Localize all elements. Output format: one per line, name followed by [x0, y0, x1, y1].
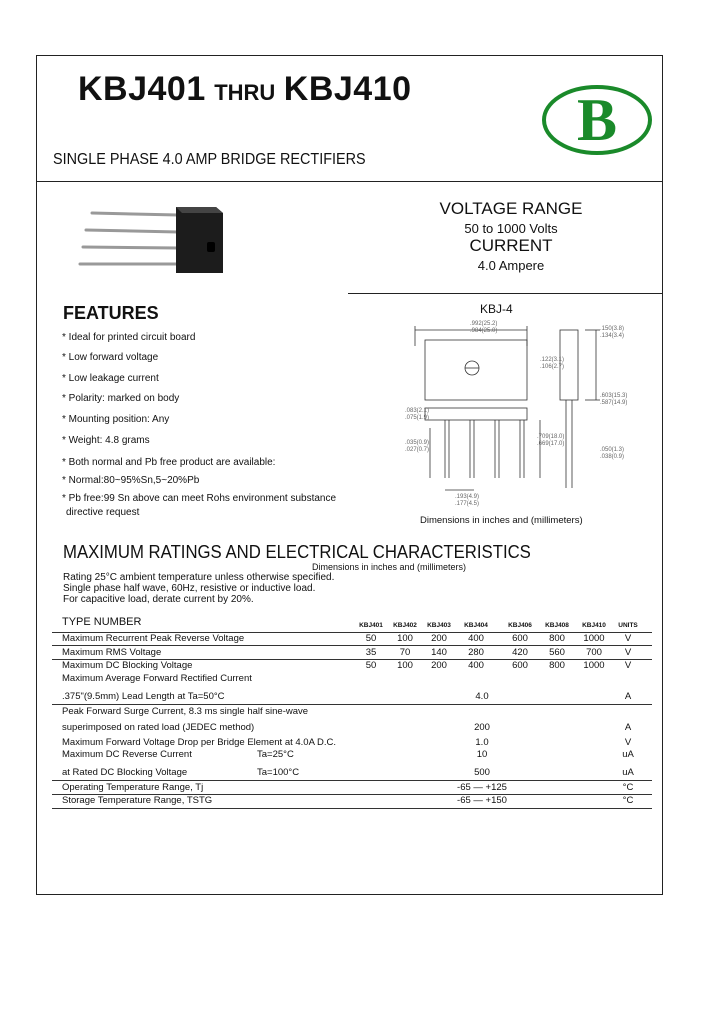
cell: 1000	[583, 660, 605, 671]
cell: 100	[397, 660, 413, 671]
unit-cell: V	[624, 737, 632, 748]
cell: 70	[399, 647, 411, 658]
page-subtitle: SINGLE PHASE 4.0 AMP BRIDGE RECTIFIERS	[53, 151, 366, 168]
row-divider	[52, 704, 652, 705]
dim-d6: .106(2.7)	[540, 364, 565, 370]
cell: 1.0	[475, 737, 489, 748]
column-header: KBJ401	[359, 622, 383, 629]
package-label: KBJ-4	[480, 302, 513, 316]
unit-cell: °C	[622, 795, 634, 806]
row-label: at Rated DC Blocking Voltage	[62, 767, 188, 778]
cell: 35	[365, 647, 377, 658]
row-label: Peak Forward Surge Current, 8.3 ms single half sine-wave	[62, 706, 309, 717]
column-header: KBJ402	[393, 622, 417, 629]
cell: 600	[512, 633, 528, 644]
row-label: Maximum RMS Voltage	[62, 647, 162, 658]
feature-item: * Mounting position: Any	[62, 414, 170, 425]
cell: 140	[431, 647, 447, 658]
column-header: KBJ404	[464, 622, 488, 629]
dim-d7: .603(15.3)	[600, 393, 628, 399]
dim-d1: .992(25.2)	[470, 321, 498, 327]
unit-cell: A	[624, 691, 632, 702]
thru-label: THRU	[214, 80, 276, 105]
cell: 600	[512, 660, 528, 671]
row-label: superimposed on rated load (JEDEC method)	[62, 722, 255, 733]
feature-item: * Ideal for printed circuit board	[62, 332, 196, 343]
component-photo	[78, 195, 238, 290]
row-label: Maximum DC Blocking Voltage	[62, 660, 193, 671]
feature-item: * Pb free:99 Sn above can meet Rohs environment substance	[62, 493, 337, 504]
cell: 100	[397, 633, 413, 644]
dim-d9: .709(18.0)	[537, 434, 565, 440]
feature-item: * Both normal and Pb free product are available:	[62, 457, 276, 468]
cell: 1000	[583, 633, 605, 644]
cell: 4.0	[475, 691, 489, 702]
current-value: 4.0 Ampere	[477, 258, 545, 273]
unit-cell: uA	[622, 749, 634, 760]
spec-summary	[400, 199, 622, 273]
features-heading: FEATURES	[63, 303, 159, 323]
rating-note: For capacitive load, derate current by 20%.	[63, 594, 254, 605]
dimension-caption-repeat: Dimensions in inches and (millimeters)	[312, 562, 467, 572]
feature-item: * Low leakage current	[62, 373, 159, 384]
row-divider	[52, 808, 652, 809]
row-label: Storage Temperature Range, TSTG	[62, 795, 213, 806]
column-header: KBJ410	[582, 622, 606, 629]
row-label: Maximum Average Forward Rectified Current	[62, 673, 252, 684]
feature-item: * Weight: 4.8 grams	[62, 435, 150, 446]
row-label: Maximum DC Reverse Current	[62, 749, 192, 760]
voltage-value: 50 to 1000 Volts	[464, 221, 558, 236]
dim-d3: .150(3.8)	[600, 326, 625, 332]
dim-d13: .050(1.3)	[600, 447, 625, 453]
feature-item: directive request	[66, 507, 140, 518]
cell: 200	[431, 633, 447, 644]
cell: 420	[512, 647, 528, 658]
column-header: KBJ408	[545, 622, 569, 629]
dim-d11: .083(2.1)	[405, 408, 430, 414]
feature-item: * Normal:80~95%Sn,5~20%Pb	[62, 475, 200, 486]
rating-note: Single phase half wave, 60Hz, resistive or inductive load.	[63, 583, 316, 594]
logo-letter: B	[576, 87, 618, 153]
cell: 10	[476, 749, 488, 760]
feature-item: * Low forward voltage	[62, 352, 159, 363]
units-header: UNITS	[618, 622, 638, 629]
dim-d5: .122(3.1)	[540, 357, 565, 363]
cell: -65 — +150	[457, 795, 507, 806]
cell: 400	[468, 660, 484, 671]
row-label: Maximum Recurrent Peak Reverse Voltage	[62, 633, 245, 644]
cell: 560	[549, 647, 565, 658]
row-divider	[52, 645, 652, 646]
feature-item: * Polarity: marked on body	[62, 393, 180, 404]
cell: 800	[549, 633, 565, 644]
unit-cell: V	[624, 647, 632, 658]
condition-label: Ta=25°C	[257, 749, 294, 760]
row-label: .375"(9.5mm) Lead Length at Ta=50°C	[62, 691, 225, 702]
rating-note: Rating 25°C ambient temperature unless otherwise specified.	[63, 572, 335, 583]
column-header: KBJ403	[427, 622, 451, 629]
cell: 50	[365, 633, 377, 644]
cell: 50	[365, 660, 377, 671]
dim-d17: .193(4.9)	[455, 494, 480, 500]
current-heading: CURRENT	[469, 236, 553, 255]
dim-d12: .075(1.9)	[405, 415, 430, 421]
package-divider	[348, 293, 663, 294]
dim-d4: .134(3.4)	[600, 333, 625, 339]
row-divider	[52, 780, 652, 781]
cell: 400	[468, 633, 484, 644]
dim-d18: .177(4.5)	[455, 501, 480, 507]
dim-d8: .587(14.9)	[600, 400, 628, 406]
column-header: KBJ406	[508, 622, 532, 629]
row-label: Maximum Forward Voltage Drop per Bridge Element at 4.0A D.C.	[62, 737, 337, 748]
brand-logo-icon	[541, 84, 653, 156]
dim-d16: .027(0.7)	[405, 447, 430, 453]
part-start: KBJ401	[78, 70, 206, 108]
header-divider	[36, 181, 663, 182]
unit-cell: V	[624, 660, 632, 671]
ratings-heading: MAXIMUM RATINGS AND ELECTRICAL CHARACTERISTICS	[63, 542, 531, 562]
cell: 200	[474, 722, 490, 733]
unit-cell: °C	[622, 782, 634, 793]
package-drawing	[400, 318, 645, 513]
cell: 200	[431, 660, 447, 671]
part-end: KBJ410	[283, 70, 412, 108]
cell: 700	[586, 647, 602, 658]
cell: 800	[549, 660, 565, 671]
dim-d10: .669(17.0)	[537, 441, 565, 447]
cell: -65 — +125	[457, 782, 507, 793]
page-title	[78, 70, 412, 109]
dim-d2: .984(25.0)	[470, 328, 498, 334]
type-number-label: TYPE NUMBER	[62, 616, 142, 628]
unit-cell: A	[624, 722, 632, 733]
row-label: Operating Temperature Range, Tj	[62, 782, 204, 793]
unit-cell: uA	[622, 767, 634, 778]
cell: 500	[474, 767, 490, 778]
dimension-caption: Dimensions in inches and (millimeters)	[420, 515, 583, 526]
cell: 280	[468, 647, 484, 658]
condition-label: Ta=100°C	[257, 767, 300, 778]
unit-cell: V	[624, 633, 632, 644]
voltage-heading: VOLTAGE RANGE	[439, 199, 583, 218]
table-header-row	[52, 616, 652, 630]
dim-d15: .035(0.9)	[405, 440, 430, 446]
dim-d14: .038(0.9)	[600, 454, 625, 460]
